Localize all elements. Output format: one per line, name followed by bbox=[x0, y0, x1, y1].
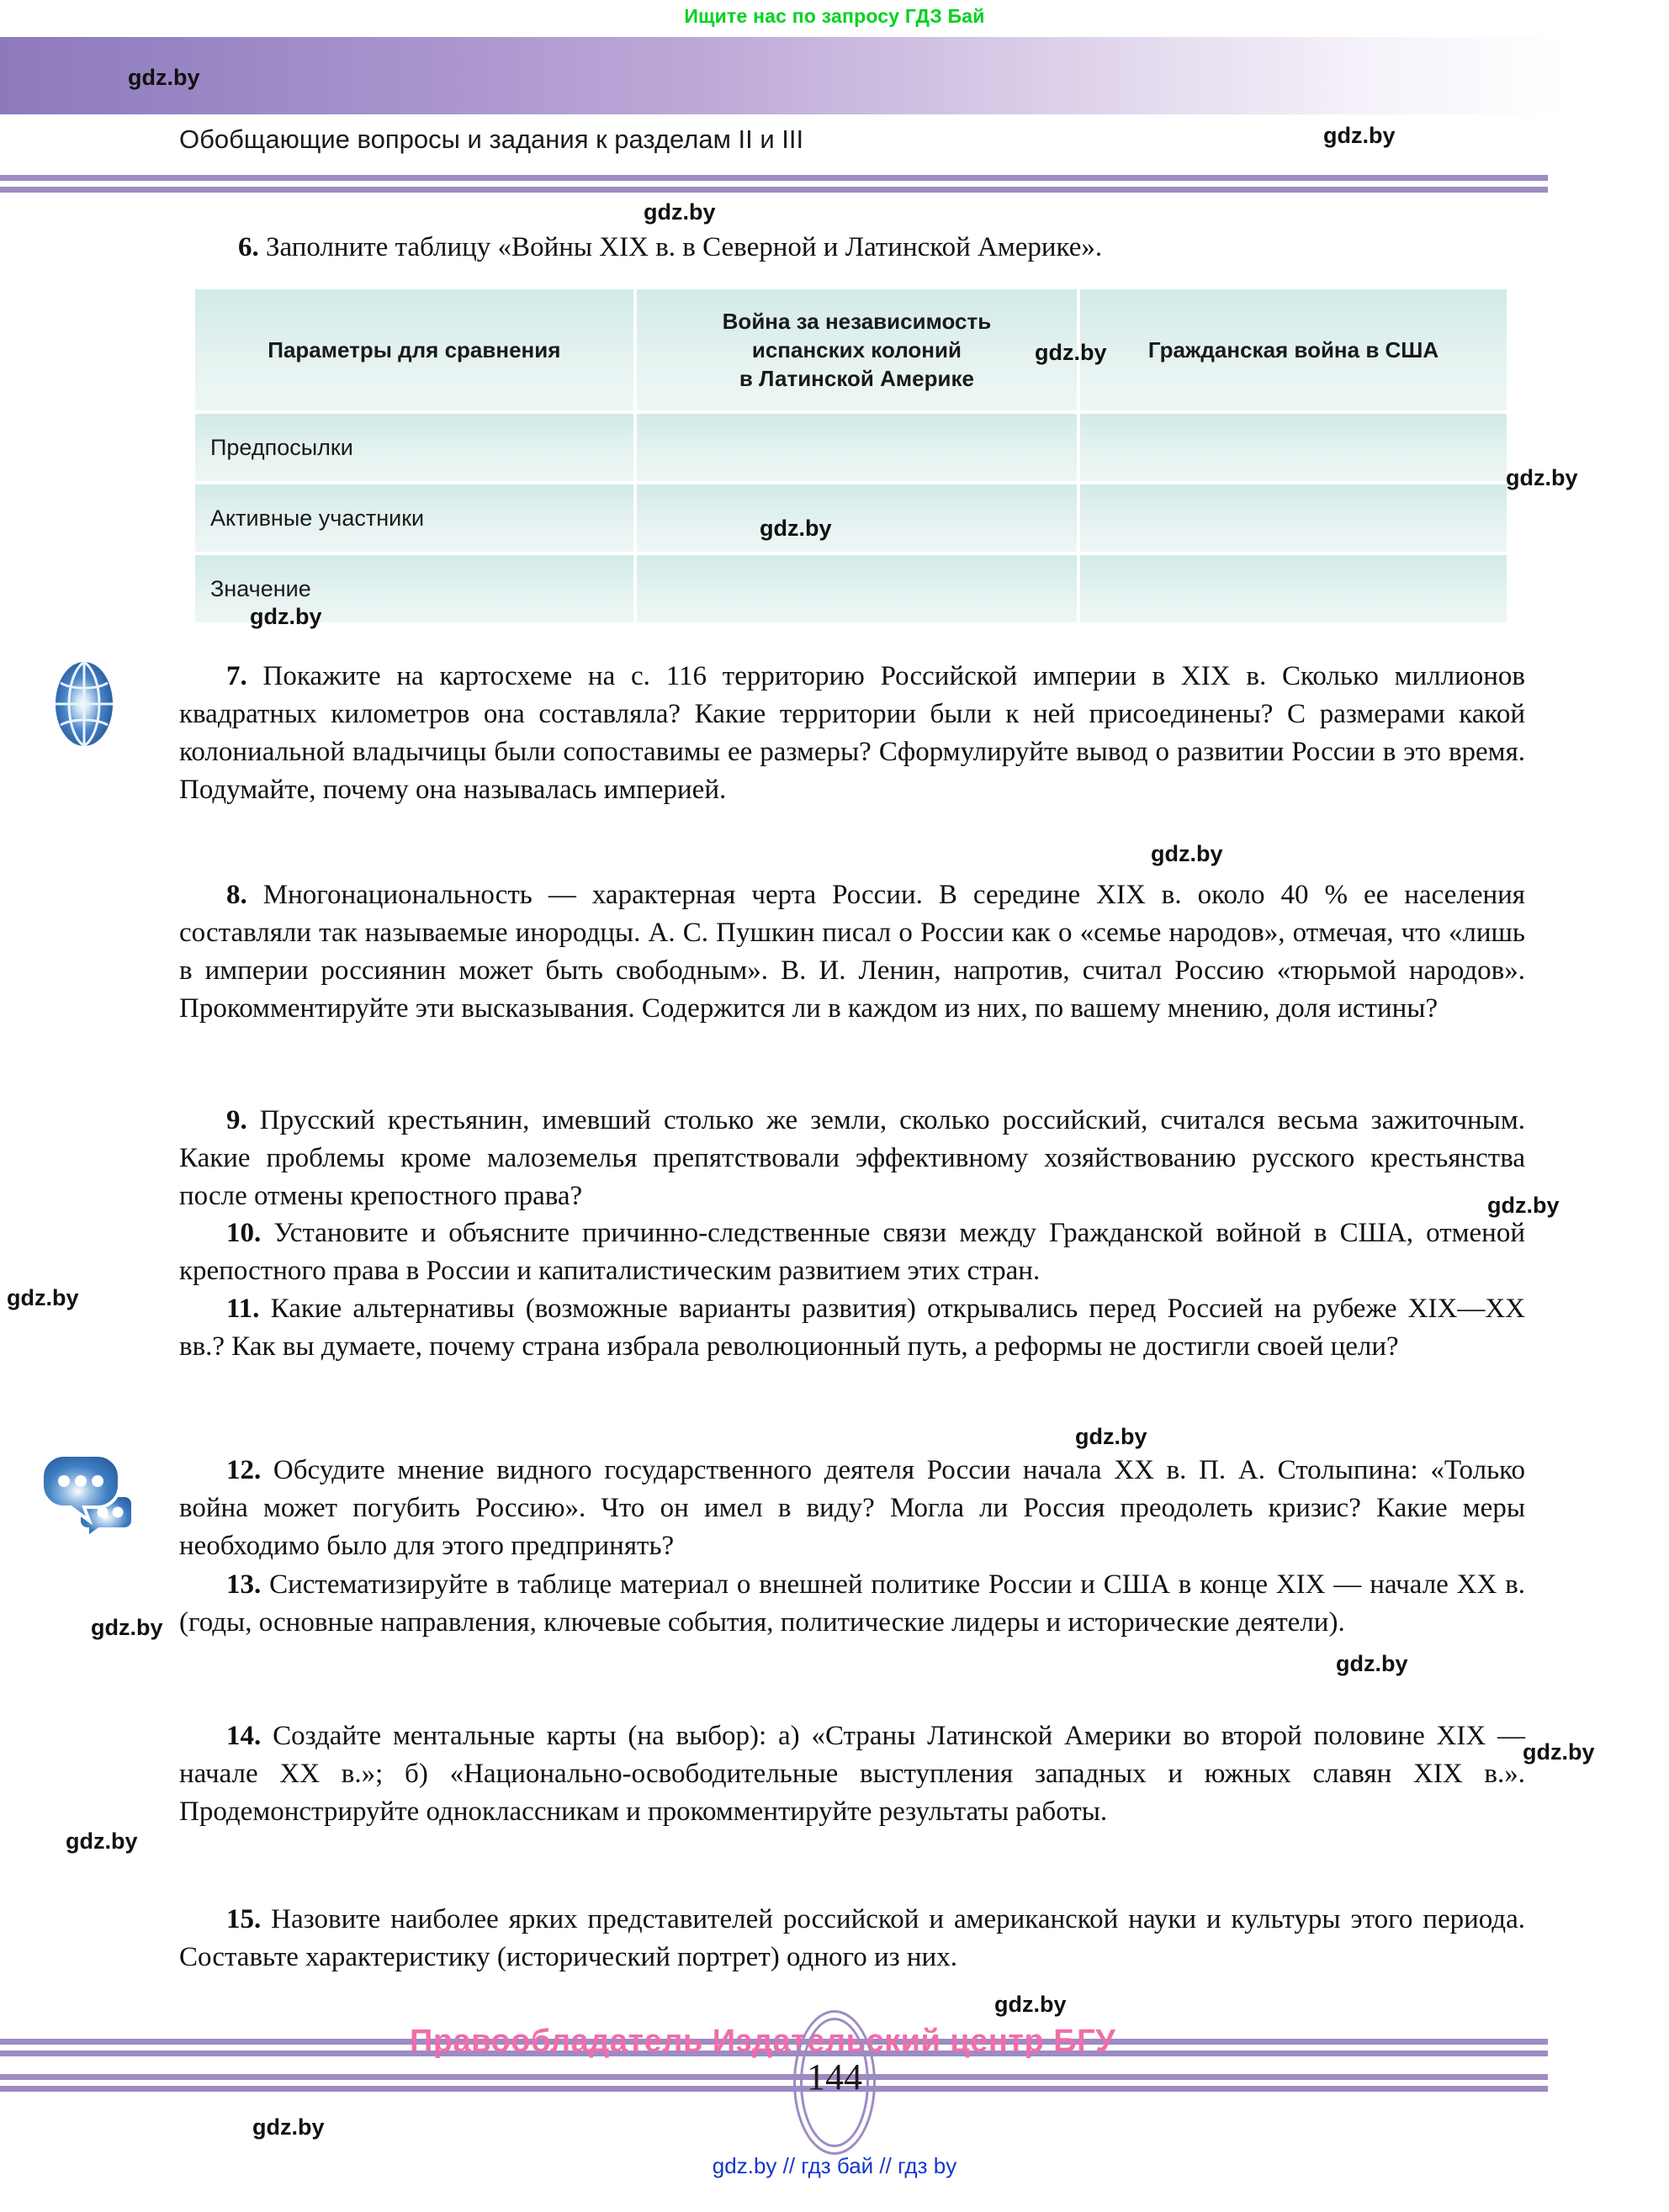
task-7-paragraph bbox=[179, 658, 1525, 809]
divider-line-top bbox=[0, 2074, 1548, 2080]
watermark: gdz.by bbox=[1506, 465, 1578, 490]
table-cell-empty[interactable] bbox=[1080, 555, 1507, 622]
task-10-paragraph bbox=[179, 1214, 1525, 1290]
table-header-parameters: Параметры для сравнения bbox=[195, 289, 633, 410]
task-text: Установите и объясните причинно-следственные связи между Гражданской войной в США, отменой крепостного права в России и капиталистическим развитием этих стран. bbox=[179, 1218, 1525, 1286]
task-text: Систематизируйте в таблице материал о внешней политике России и США в конце XIX — начале XX в. (годы, основные направления, ключевые события, политические лидеры и исторические деятели). bbox=[179, 1569, 1525, 1638]
task-text: Назовите наиболее ярких представителей российской и американской науки и культуры этого периода. Составьте характеристику (исторический портрет) одного из них. bbox=[179, 1904, 1525, 1972]
table-row bbox=[195, 555, 1507, 622]
header-line-1: Война за независимость bbox=[722, 308, 992, 334]
watermark: gdz.by bbox=[7, 1285, 79, 1310]
task-text: Заполните таблицу «Войны XIX в. в Северной и Латинской Америке». bbox=[258, 232, 1103, 262]
watermark: gdz.by bbox=[250, 604, 322, 629]
page-number-badge bbox=[793, 2010, 876, 2155]
comparison-table bbox=[192, 286, 1510, 626]
task-9-paragraph bbox=[179, 1102, 1525, 1215]
watermark: gdz.by bbox=[91, 1615, 163, 1640]
task-12-paragraph bbox=[179, 1452, 1525, 1565]
watermark: gdz.by bbox=[1035, 340, 1107, 365]
table-cell-empty[interactable] bbox=[637, 484, 1077, 552]
task-13-paragraph bbox=[179, 1566, 1525, 1642]
promo-banner: Ищите нас по запросу ГДЗ Бай bbox=[684, 5, 985, 27]
table-header-us-civil-war: Гражданская война в США bbox=[1080, 289, 1507, 410]
task-number: 15. bbox=[226, 1904, 262, 1934]
task-11-paragraph bbox=[179, 1290, 1525, 1366]
header-line-3: в Латинской Америке bbox=[739, 366, 974, 392]
task-number: 12. bbox=[226, 1455, 262, 1485]
task-number: 8. bbox=[226, 880, 247, 910]
watermark: gdz.by bbox=[128, 65, 200, 90]
divider-gap bbox=[0, 181, 1548, 187]
task-6-heading bbox=[238, 232, 1102, 263]
task-text: Обсудите мнение видного государственного деятеля России начала XX в. П. А. Столыпина: «Только война может погубить Россию». Что он имел в виду? Могла ли Россия преодолеть кризис? Какие меры необходимо было для этого предпринять? bbox=[179, 1455, 1525, 1561]
table-cell-label: Значение bbox=[195, 555, 633, 622]
watermark: gdz.by bbox=[1151, 841, 1223, 866]
task-text: Покажите на картосхеме на с. 116 территорию Российской империи в XIX в. Сколько миллионов квадратных километров она составляла? Какие территории были к ней присоединены? С размерами какой колониальной владычицы были сопоставимы ее размеры? Сформулируйте вывод о развитии России в это время. Подумайте, почему она называлась империей. bbox=[179, 661, 1525, 805]
divider-gap bbox=[0, 2080, 1548, 2086]
watermark: gdz.by bbox=[1323, 123, 1396, 148]
table-cell-empty[interactable] bbox=[637, 414, 1077, 481]
task-15-paragraph bbox=[179, 1901, 1525, 1977]
watermark: gdz.by bbox=[1523, 1739, 1595, 1765]
table-header-latin-america-war bbox=[637, 289, 1077, 410]
divider-line-bottom bbox=[0, 187, 1548, 193]
task-8-paragraph bbox=[179, 876, 1525, 1028]
task-number: 14. bbox=[226, 1721, 262, 1751]
table-row bbox=[195, 414, 1507, 481]
table-cell-empty[interactable] bbox=[1080, 414, 1507, 481]
divider-line-bottom bbox=[0, 2086, 1548, 2092]
page-number: 144 bbox=[807, 2056, 862, 2098]
footer-divider-lower bbox=[0, 2074, 1548, 2092]
task-number: 9. bbox=[226, 1105, 247, 1135]
divider-line-top bbox=[0, 175, 1548, 181]
task-number: 7. bbox=[226, 661, 247, 691]
watermark: gdz.by bbox=[1487, 1193, 1560, 1218]
task-number: 11. bbox=[226, 1294, 260, 1324]
page-title: Обобщающие вопросы и задания к разделам II и III bbox=[179, 124, 804, 154]
table-header-row bbox=[195, 289, 1507, 410]
task-14-paragraph bbox=[179, 1717, 1525, 1831]
watermark: gdz.by bbox=[644, 199, 716, 225]
table-cell-empty[interactable] bbox=[637, 555, 1077, 622]
table-row bbox=[195, 484, 1507, 552]
header-divider bbox=[0, 175, 1548, 193]
task-text: Какие альтернативы (возможные варианты развития) открывались перед Россией на рубеже XIX—XX вв.? Как вы думаете, почему страна избрала революционный путь, а реформы не достигли своей цели? bbox=[179, 1294, 1525, 1362]
table-cell-label: Предпосылки bbox=[195, 414, 633, 481]
watermark: gdz.by bbox=[760, 516, 832, 541]
task-text: Многонациональность — характерная черта России. В середине XIX в. около 40 % ее населения составляли так называемые инородцы. А. С. Пушкин писал о России как о «семье народов», отмечая, что «лишь в империи россиянин может быть свободным». В. И. Ленин, напротив, считал Россию «тюрьмой народов». Прокомментируйте эти высказывания. Содержится ли в каждом из них, по вашему мнению, доля истины? bbox=[179, 880, 1525, 1024]
watermark: gdz.by bbox=[994, 1992, 1067, 2017]
header-line-2: испанских колоний bbox=[751, 336, 962, 362]
task-number: 6. bbox=[238, 232, 259, 262]
table-cell-empty[interactable] bbox=[1080, 484, 1507, 552]
speech-bubbles-icon bbox=[35, 1447, 135, 1537]
watermark: gdz.by bbox=[1075, 1424, 1147, 1449]
task-number: 13. bbox=[226, 1569, 262, 1600]
watermark: gdz.by bbox=[66, 1828, 138, 1854]
task-text: Прусский крестьянин, имевший столько же земли, сколько российский, считался весьма зажиточным. Какие проблемы кроме малоземелья препятствовали эффективному хозяйствованию русского крестьянства после отмены крепостного права? bbox=[179, 1105, 1525, 1211]
task-number: 10. bbox=[226, 1218, 262, 1248]
header-gradient-band bbox=[0, 37, 1565, 114]
globe-icon bbox=[44, 659, 125, 749]
watermark: gdz.by bbox=[252, 2114, 325, 2140]
table-cell-label: Активные участники bbox=[195, 484, 633, 552]
copyright-notice: Правообладатель Издательский центр БГУ bbox=[410, 2024, 1116, 2059]
task-text: Создайте ментальные карты (на выбор): а) «Страны Латинской Америки во второй половине XIX — начале XX в.»; б) «Национально-освободительные выступления западных и южных славян XIX в.». Продемонстрируйте одноклассникам и прокомментируйте результаты работы. bbox=[179, 1721, 1525, 1827]
watermark: gdz.by bbox=[1336, 1651, 1408, 1676]
bottom-links[interactable]: gdz.by // гдз бай // гдз by bbox=[712, 2153, 957, 2178]
